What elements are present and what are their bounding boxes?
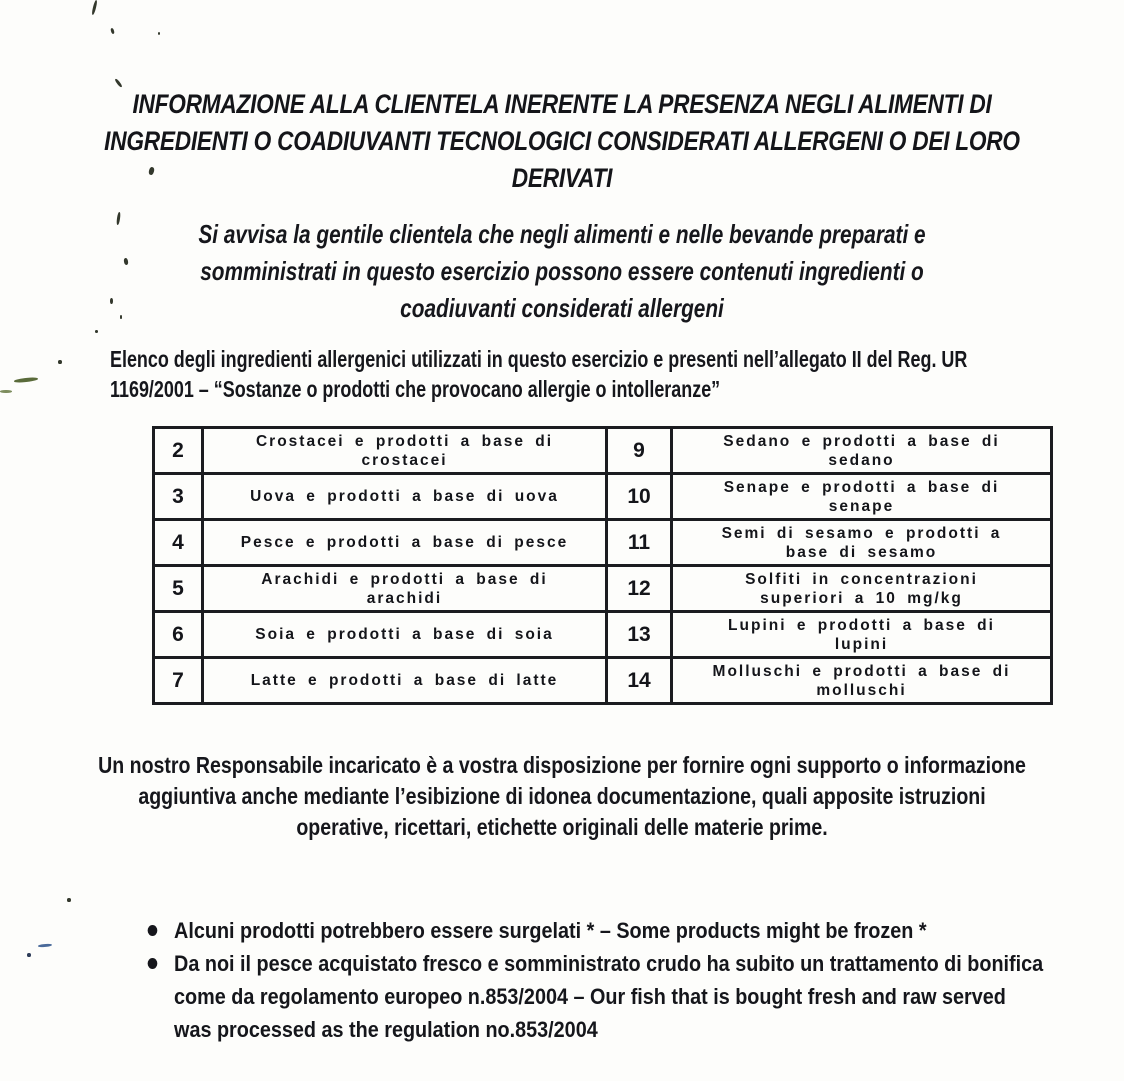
notice-line: coadiuvanti considerati allergeni <box>400 293 724 323</box>
allergen-number-cell: 10 <box>607 474 672 520</box>
allergen-text-line: molluschi <box>816 681 907 699</box>
support-line: Un nostro Responsabile incaricato è a vostra disposizione per fornire ogni supporto o informazione <box>98 752 1026 778</box>
allergen-text-cell <box>203 474 607 520</box>
allergen-number-cell: 12 <box>607 566 672 612</box>
support-line: operative, ricettari, etichette originali delle materie prime. <box>296 814 828 840</box>
notice-line: somministrati in questo esercizio possono essere contenuti ingredienti o <box>200 256 924 286</box>
allergen-text-line: lupini <box>834 635 889 653</box>
allergen-text-cell <box>203 566 607 612</box>
document-title <box>90 86 1034 197</box>
notes-list <box>145 914 1043 1046</box>
green-ink-dash <box>14 377 38 383</box>
note-line: Alcuni prodotti potrebbero essere surgelati * – Some products might be frozen * <box>174 918 927 943</box>
allergen-text-line: Molluschi e prodotti a base di <box>712 662 1011 680</box>
green-ink-dash <box>0 390 12 393</box>
allergen-text-cell <box>672 612 1052 658</box>
ink-speck <box>27 953 31 957</box>
allergen-number-cell: 2 <box>154 428 203 474</box>
note-line: come da regolamento europeo n.853/2004 – Our fish that is bought fresh and raw served <box>174 984 1006 1009</box>
allergen-text-cell <box>203 612 607 658</box>
intro-line: 1169/2001 – “Sostanze o prodotti che provocano allergie o intolleranze” <box>110 376 721 402</box>
ink-speck <box>91 0 98 15</box>
allergen-text-cell <box>672 520 1052 566</box>
customer-notice <box>112 216 1011 327</box>
allergen-text-line: Latte e prodotti a base di latte <box>250 672 559 689</box>
allergen-text-line: Solfiti in concentrazioni <box>745 570 978 588</box>
list-item <box>145 914 1043 947</box>
allergen-number-cell: 6 <box>154 612 203 658</box>
ink-speck <box>67 898 71 902</box>
note-line: was processed as the regulation no.853/2004 <box>174 1017 598 1042</box>
ink-speck <box>158 32 160 35</box>
allergen-text-line: Soia e prodotti a base di soia <box>255 626 554 643</box>
allergen-text-cell <box>672 428 1052 474</box>
allergen-text-line: Pesce e prodotti a base di pesce <box>240 534 569 551</box>
allergen-text-cell <box>203 428 607 474</box>
allergen-text-cell <box>672 566 1052 612</box>
allergen-text-cell <box>672 658 1052 704</box>
allergen-number-cell: 13 <box>607 612 672 658</box>
list-item <box>145 947 1043 1046</box>
allergen-number-cell: 7 <box>154 658 203 704</box>
table-row <box>154 658 1052 704</box>
allergen-text-line: arachidi <box>366 589 443 607</box>
allergen-text-line: Semi di sesamo e prodotti a <box>721 524 1002 542</box>
allergen-number-cell: 3 <box>154 474 203 520</box>
table-row <box>154 474 1052 520</box>
allergen-number-cell: 9 <box>607 428 672 474</box>
ink-speck <box>58 360 62 364</box>
table-row <box>154 520 1052 566</box>
note-line: Da noi il pesce acquistato fresco e somministrato crudo ha subito un trattamento di bonifica <box>174 951 1044 976</box>
allergen-text-cell <box>203 658 607 704</box>
allergen-text-line: Crostacei e prodotti a base di <box>255 432 554 450</box>
notice-line: Si avvisa la gentile clientela che negli alimenti e nelle bevande preparati e <box>198 219 926 249</box>
allergen-text-line: sedano <box>828 451 895 469</box>
allergen-table <box>152 426 1053 705</box>
table-row <box>154 612 1052 658</box>
support-line: aggiuntiva anche mediante l’esibizione di idonea documentazione, quali apposite istruzioni <box>138 783 986 809</box>
table-row <box>154 566 1052 612</box>
allergen-text-line: crostacei <box>361 451 448 469</box>
allergen-text-line: senape <box>828 497 895 515</box>
allergen-text-line: Uova e prodotti a base di uova <box>250 488 559 505</box>
table-row <box>154 428 1052 474</box>
allergen-text-cell <box>672 474 1052 520</box>
allergen-number-cell: 11 <box>607 520 672 566</box>
title-line: INGREDIENTI O COADIUVANTI TECNOLOGICI CONSIDERATI ALLERGENI O DEI LORO <box>104 126 1020 156</box>
allergen-text-line: Arachidi e prodotti a base di <box>261 570 548 588</box>
allergen-number-cell: 5 <box>154 566 203 612</box>
title-line: INFORMAZIONE ALLA CLIENTELA INERENTE LA PRESENZA NEGLI ALIMENTI DI <box>132 89 992 119</box>
title-line: DERIVATI <box>511 163 613 193</box>
allergen-text-line: base di sesamo <box>785 543 938 561</box>
allergen-text-line: Senape e prodotti a base di <box>723 478 1000 496</box>
allergen-text-line: superiori a 10 mg/kg <box>760 589 963 607</box>
blue-ink-dash <box>38 943 52 947</box>
allergen-list-intro <box>110 344 967 404</box>
allergen-text-line: Sedano e prodotti a base di <box>723 432 1000 450</box>
allergen-text-line: Lupini e prodotti a base di <box>728 616 995 634</box>
ink-speck <box>110 28 115 35</box>
intro-line: Elenco degli ingredienti allergenici utilizzati in questo esercizio e presenti nell’allegato II del Reg. UR <box>110 346 968 372</box>
support-note <box>84 750 1039 843</box>
ink-speck <box>95 330 98 333</box>
allergen-number-cell: 4 <box>154 520 203 566</box>
allergen-number-cell: 14 <box>607 658 672 704</box>
allergen-text-cell <box>203 520 607 566</box>
